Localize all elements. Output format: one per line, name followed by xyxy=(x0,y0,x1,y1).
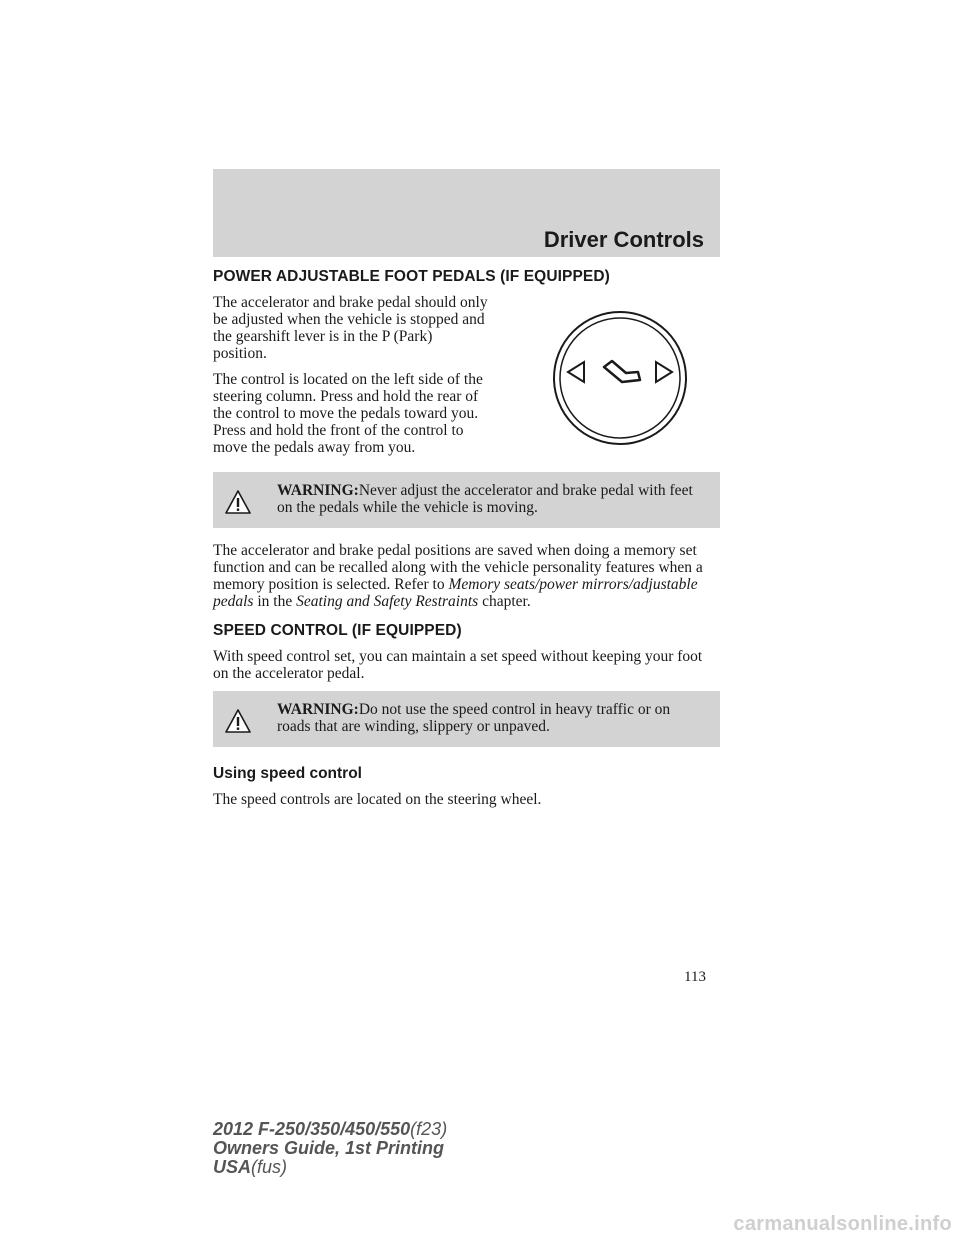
warning-box-pedals xyxy=(213,472,720,528)
speed-control-heading: SPEED CONTROL (IF EQUIPPED) xyxy=(213,622,462,639)
footer-market: USA xyxy=(213,1157,252,1177)
watermark: carmanualsonline.info xyxy=(733,1213,952,1235)
footer-line-3 xyxy=(213,1158,447,1177)
footer-line-2: Owners Guide, 1st Printing xyxy=(213,1138,445,1158)
warning-message: Do not use the speed control in heavy traffic or on roads that are winding, slippery or unpaved. xyxy=(277,701,671,735)
warning-text-speed xyxy=(265,701,706,738)
intro-row xyxy=(213,294,720,465)
warning-triangle-icon xyxy=(225,482,253,519)
memory-text-2: in the xyxy=(253,593,297,610)
power-pedals-para-1: The accelerator and brake pedal should only be adjusted when the vehicle is stopped and the gearshift lever is in the P (Park) position. xyxy=(213,294,488,362)
footer-line-1 xyxy=(213,1120,447,1139)
speed-control-para: With speed control set, you can maintain a set speed without keeping your foot on the accelerator pedal. xyxy=(213,648,703,682)
header-band xyxy=(213,169,720,257)
warning-text-pedals xyxy=(265,482,706,519)
warning-triangle-icon xyxy=(225,701,253,738)
section-title: Driver Controls xyxy=(543,227,704,252)
memory-text-1: The accelerator and brake pedal positions are saved when doing a memory set function and can be recalled along with the vehicle personality features when a memory position is selected. Refer to xyxy=(213,542,703,593)
memory-reference-1: Memory seats/power mirrors/adjustable pedals xyxy=(213,576,698,610)
warning-label: WARNING: xyxy=(277,701,359,718)
using-speed-control-para: The speed controls are located on the steering wheel. xyxy=(213,791,542,808)
power-pedals-heading: POWER ADJUSTABLE FOOT PEDALS (IF EQUIPPED) xyxy=(213,268,610,285)
page-content xyxy=(213,268,720,817)
warning-label: WARNING: xyxy=(277,482,359,499)
footer-model: 2012 F-250/350/450/550 xyxy=(213,1119,411,1139)
footer-market-code: (fus) xyxy=(251,1157,288,1177)
power-pedals-para-2: The control is located on the left side of the steering column. Press and hold the rear of the control to move the pedals toward you. Press and hold the front of the control to move the pedals away from you. xyxy=(213,371,483,456)
memory-reference-2: Seating and Safety Restraints xyxy=(296,593,479,610)
page-number: 113 xyxy=(684,969,706,985)
adjustable-pedal-control-icon xyxy=(552,310,688,446)
using-speed-control-subheading: Using speed control xyxy=(213,765,362,782)
intro-text xyxy=(213,294,488,465)
warning-message: Never adjust the accelerator and brake pedal with feet on the pedals while the vehicle is moving. xyxy=(277,482,693,516)
footer-model-code: (f23) xyxy=(410,1119,448,1139)
memory-paragraph xyxy=(213,542,720,610)
pedal-control-figure xyxy=(520,294,720,465)
warning-box-speed xyxy=(213,691,720,747)
memory-text-3: chapter. xyxy=(478,593,531,610)
document-footer xyxy=(213,1120,447,1177)
